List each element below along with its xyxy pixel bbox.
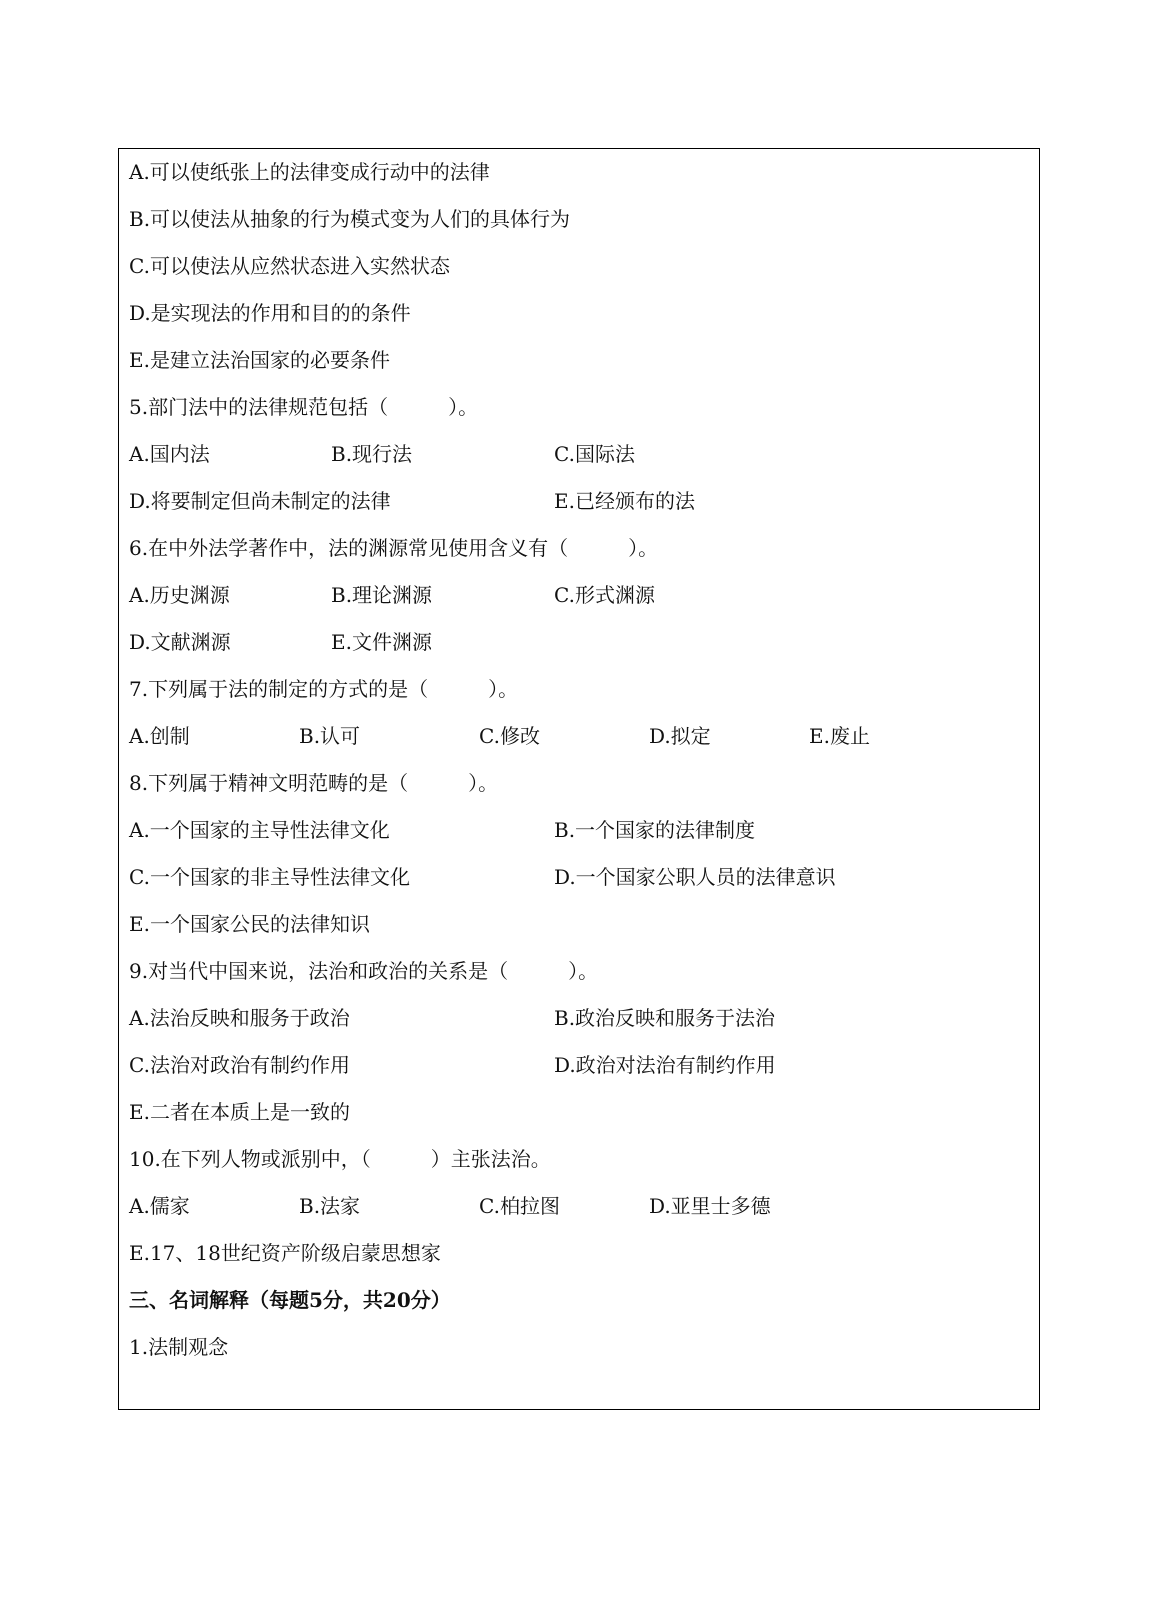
- q5-option-b: B.现行法: [331, 442, 413, 466]
- q8-option-e: E.一个国家公民的法律知识: [129, 912, 370, 936]
- question-table: [118, 148, 1040, 1410]
- q8-stem: 8.下列属于精神文明范畴的是（ ）。: [129, 771, 499, 795]
- q9-option-e: E.二者在本质上是一致的: [129, 1100, 350, 1124]
- q7-option-b: B.认可: [299, 724, 361, 748]
- q4-option-d: D.是实现法的作用和目的的条件: [129, 301, 411, 325]
- q6-option-a: A.历史渊源: [129, 583, 230, 607]
- q6-option-b: B.理论渊源: [331, 583, 433, 607]
- q7-option-a: A.创制: [129, 724, 190, 748]
- term-1: 1.法制观念: [129, 1335, 229, 1359]
- q5-option-d: D.将要制定但尚未制定的法律: [129, 489, 391, 513]
- q6-option-e: E.文件渊源: [331, 630, 432, 654]
- q9-stem: 9.对当代中国来说，法治和政治的关系是（ ）。: [129, 959, 599, 983]
- q10-option-a: A.儒家: [129, 1194, 190, 1218]
- q8-option-c: C.一个国家的非主导性法律文化: [129, 865, 410, 889]
- q6-option-c: C.形式渊源: [554, 583, 655, 607]
- q4-option-b: B.可以使法从抽象的行为模式变为人们的具体行为: [129, 207, 571, 231]
- q10-option-b: B.法家: [299, 1194, 361, 1218]
- q9-option-b: B.政治反映和服务于法治: [554, 1006, 776, 1030]
- q10-stem: 10.在下列人物或派别中，（ ）主张法治。: [129, 1147, 551, 1171]
- q5-option-e: E.已经颁布的法: [554, 489, 695, 513]
- q7-option-e: E.废止: [809, 724, 870, 748]
- q6-option-d: D.文献渊源: [129, 630, 231, 654]
- q7-option-d: D.拟定: [649, 724, 711, 748]
- q5-option-c: C.国际法: [554, 442, 635, 466]
- q4-option-c: C.可以使法从应然状态进入实然状态: [129, 254, 450, 278]
- q8-option-a: A.一个国家的主导性法律文化: [129, 818, 390, 842]
- q10-option-d: D.亚里士多德: [649, 1194, 771, 1218]
- q8-option-b: B.一个国家的法律制度: [554, 818, 756, 842]
- q5-stem: 5.部门法中的法律规范包括（ ）。: [129, 395, 479, 419]
- q4-option-a: A.可以使纸张上的法律变成行动中的法律: [129, 160, 490, 184]
- q10-option-e: E.17、18世纪资产阶级启蒙思想家: [129, 1241, 441, 1265]
- q5-option-a: A.国内法: [129, 442, 210, 466]
- q9-option-d: D.政治对法治有制约作用: [554, 1053, 776, 1077]
- q4-option-e: E.是建立法治国家的必要条件: [129, 348, 390, 372]
- q10-option-c: C.柏拉图: [479, 1194, 560, 1218]
- q7-option-c: C.修改: [479, 724, 540, 748]
- q6-stem: 6.在中外法学著作中，法的渊源常见使用含义有（ ）。: [129, 536, 659, 560]
- section-3-heading: 三、名词解释（每题5分，共20分）: [129, 1288, 451, 1312]
- q9-option-c: C.法治对政治有制约作用: [129, 1053, 350, 1077]
- q8-option-d: D.一个国家公职人员的法律意识: [554, 865, 836, 889]
- q9-option-a: A.法治反映和服务于政治: [129, 1006, 350, 1030]
- q7-stem: 7.下列属于法的制定的方式的是（ ）。: [129, 677, 519, 701]
